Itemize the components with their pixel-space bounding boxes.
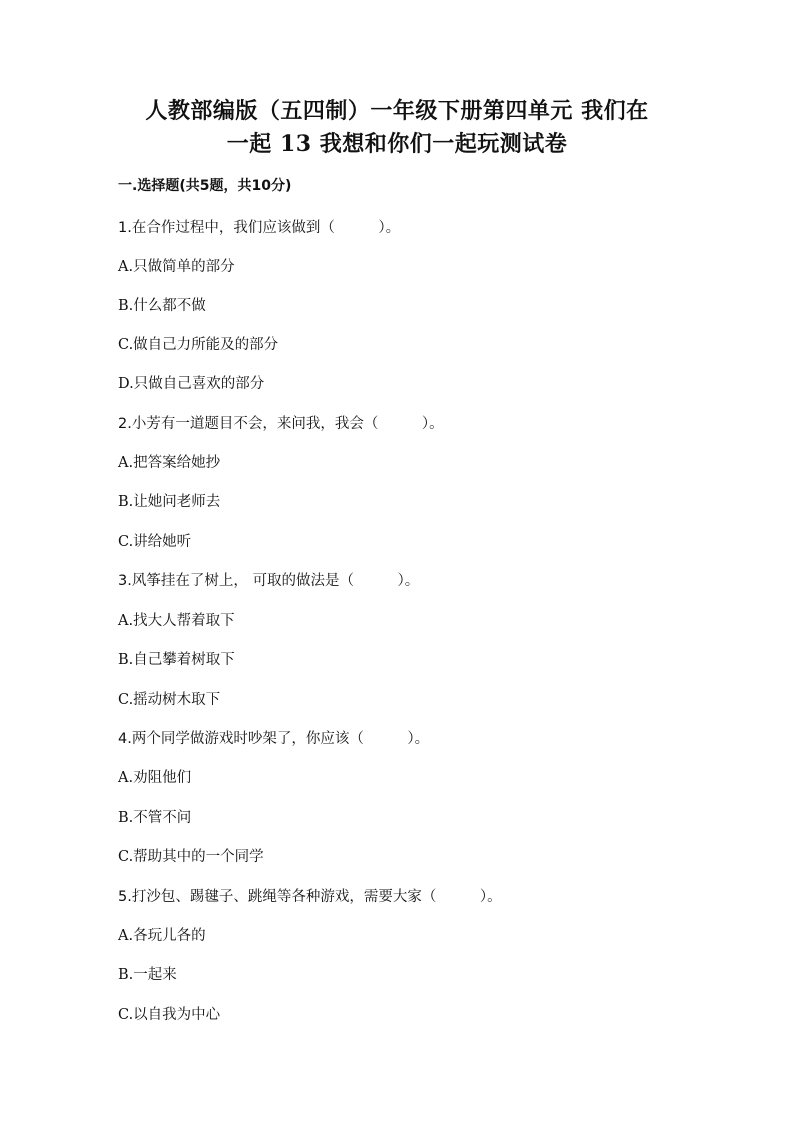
question-4-option-b: B.不管不问 [118,810,192,826]
question-3-option-c: C.摇动树木取下 [118,692,221,708]
question-2-option-a: A.把答案给她抄 [118,455,221,471]
question-5-stem: 5.打沙包、踢毽子、跳绳等各种游戏，需要大家（ ）。 [118,889,502,905]
question-3-option-b: B.自己攀着树取下 [118,652,235,668]
question-4-option-c: C.帮助其中的一个同学 [118,849,264,865]
question-2-option-c: C.讲给她听 [118,534,192,550]
question-1-option-b: B.什么都不做 [118,298,206,314]
question-4-option-a: A.劝阻他们 [118,770,192,786]
question-1-option-d: D.只做自己喜欢的部分 [118,376,265,392]
page-title-line-2: 一起 13 我想和你们一起玩测试卷 [226,131,568,157]
question-2-stem: 2.小芳有一道题目不会，来问我，我会（ ）。 [118,416,444,432]
question-1-option-a: A.只做简单的部分 [118,259,235,275]
question-2-option-b: B.让她问老师去 [118,494,221,510]
question-1-stem: 1.在合作过程中，我们应该做到（ ）。 [118,220,401,236]
question-3-stem: 3.风筝挂在了树上， 可取的做法是（ ）。 [118,573,420,589]
page-title-line-1: 人教部编版（五四制）一年级下册第四单元 我们在 [145,98,649,124]
section-heading: 一.选择题(共5题，共10分) [118,178,292,194]
question-1-option-c: C.做自己力所能及的部分 [118,337,279,353]
question-5-option-a: A.各玩儿各的 [118,928,206,944]
question-5-option-b: B.一起来 [118,967,177,983]
question-4-stem: 4.两个同学做游戏时吵架了，你应该（ ）。 [118,731,430,747]
question-5-option-c: C.以自我为中心 [118,1007,221,1023]
question-3-option-a: A.找大人帮着取下 [118,613,235,629]
